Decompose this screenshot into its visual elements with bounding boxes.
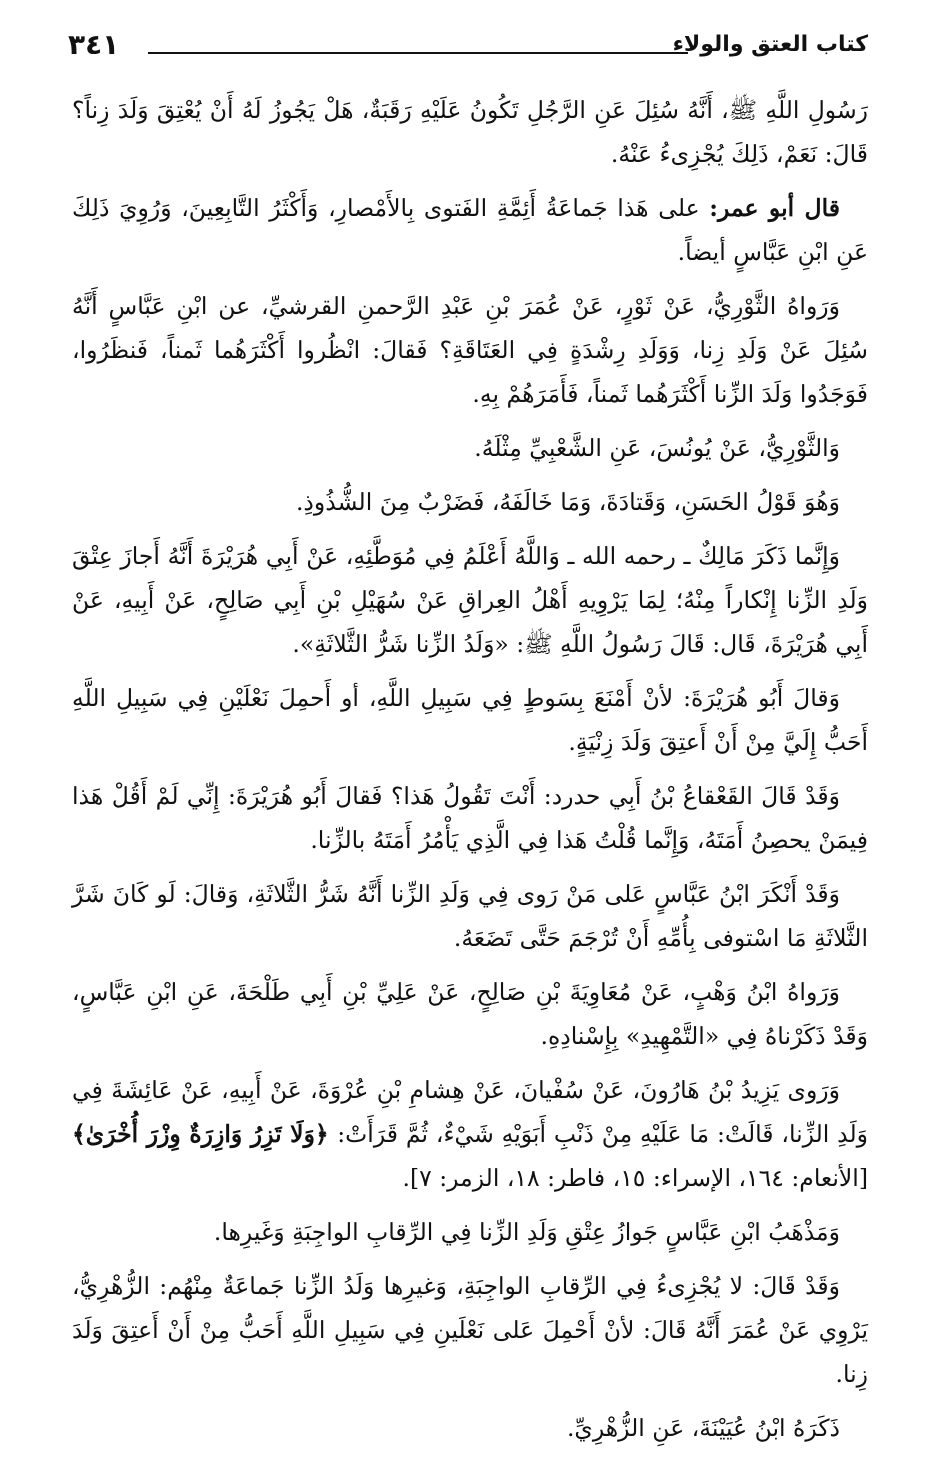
paragraph-13: [72, 1264, 868, 1396]
paragraph-7: [72, 676, 868, 764]
paragraph-6: [72, 534, 868, 666]
paragraph-9: [72, 872, 868, 960]
page-header: [68, 28, 868, 68]
paragraph-2: [72, 186, 868, 274]
paragraph-text: وَقالَ أَبُو هُرَيْرَةَ: لأنْ أَمْنَعَ بِسَوطٍ فِي سَبِيلِ اللَّهِ، أو أَحمِلَ نَعْلَيْنِ فِي سَبِيلِ اللَّهِ أَحَبُّ إِلَيَّ مِنْ أَنْ أَعتِقَ وَلَدَ زِنْيَةٍ.: [72, 684, 868, 756]
paragraph-11: [72, 1068, 868, 1200]
running-title: كتاب العتق والولاء: [672, 32, 868, 57]
paragraph-3: [72, 284, 868, 416]
paragraph-text: وَإِنَّما ذَكَرَ مَالِكٌ ـ رحمه الله ـ وَاللَّهُ أَعْلَمُ فِي مُوَطَّئِهِ، عَنْ أَبِي هُرَيْرَةَ أَنَّهُ أَجازَ عِتْقَ وَلَدِ الزِّنا إِنْكاراً مِنْهُ؛ لِمَا يَرْوِيهِ أَهْلُ العِراقِ عَنْ سُهَيْلِ بْنِ أَبِي صَالِحٍ، عَنْ أَبِيهِ، عَنْ أَبِي هُرَيْرَةَ، قَال: قَالَ رَسُولُ اللَّهِ ﷺ: «وَلَدُ الزِّنا شَرُّ الثَّلاثَةِ».: [72, 542, 868, 658]
quran-verse: ﴿وَلَا تَزِرُ وَازِرَةٌ وِزْرَ أُخْرَىٰ﴾: [72, 1120, 338, 1148]
paragraph-text: وَرَواهُ ابْنُ وَهْبٍ، عَنْ مُعَاوِيَةَ بْنِ صَالِحٍ، عَنْ عَلِيِّ بْنِ أَبِي طَلْحَةَ، عَنِ ابْنِ عَبَّاسٍ، وَقَدْ ذَكَرْناهُ فِي «التَّمْهِيدِ» بِإِسْنادِهِ.: [72, 978, 868, 1050]
paragraph-10: [72, 970, 868, 1058]
paragraph-8: [72, 774, 868, 862]
paragraph-text: وَرَوى يَزِيدُ بْنُ هَارُونَ، عَنْ سُفْيانَ، عَنْ هِشامِ بْنِ عُرْوَةَ، عَنْ أَبِيهِ، عَنْ عَائِشَةَ فِي وَلَدِ الزِّنا، قَالَتْ: مَا عَلَيْهِ مِنْ ذَنْبِ أَبَوَيْهِ شَيْءٌ، ثُمَّ قَرَأَتْ:: [72, 1076, 868, 1148]
verse-citation: [الأنعام: ١٦٤، الإسراء: ١٥، فاطر: ١٨، الزمر: ٧].: [402, 1164, 868, 1192]
paragraph-1: [72, 88, 868, 176]
page-body: [72, 88, 868, 1460]
paragraph-text: ذَكَرَهُ ابْنُ عُيَيْنَةَ، عَنِ الزُّهْرِيِّ.: [566, 1414, 840, 1442]
speaker-lead: قال أبو عمر:: [709, 194, 840, 222]
page-number: ٣٤١: [68, 28, 120, 61]
paragraph-text: وَرَواهُ الثَّوْرِيُّ، عَنْ ثَوْرٍ، عَنْ عُمَرَ بْنِ عَبْدِ الرَّحمنِ القرشيِّ، عن ابْنِ عَبَّاسٍ أَنَّهُ سُئِلَ عَنْ وَلَدِ زِنا، وَوَلَدِ رِشْدَةٍ فِي العَتَاقَةِ؟ فَقالَ: انْظُروا أَكْثَرَهُما ثَمناً، فَنظَرُوا، فَوَجَدُوا وَلَدَ الزِّنا أَكْثَرَهُما ثَمناً، فَأَمَرَهُمْ بِهِ.: [72, 292, 868, 408]
paragraph-text: على هَذا جَماعَةُ أَئِمَّةِ الفَتوى بِالأَمْصارِ، وَأَكْثَرُ التَّابِعِينَ، وَرُوِيَ ذَلِكَ عَنِ ابْنِ عَبَّاسٍ أيضاً.: [72, 194, 868, 266]
paragraph-text: رَسُولِ اللَّهِ ﷺ، أَنَّهُ سُئِلَ عَنِ الرَّجُلِ تَكُونُ عَلَيْهِ رَقَبَةٌ، هَلْ يَجُوزُ لَهُ أَنْ يُعْتِقَ وَلَدَ زِناً؟ قَالَ: نَعَمْ، ذَلِكَ يُجْزِىءُ عَنْهُ.: [72, 96, 868, 168]
paragraph-text: وَهُوَ قَوْلُ الحَسَنِ، وَقَتادَةَ، وَمَا خَالَفَهُ، فَضَرْبٌ مِنَ الشُّذُوذِ.: [295, 488, 840, 516]
paragraph-text: وَقَدْ قَالَ: لا يُجْزِىءُ فِي الرِّقابِ الواجِبَةِ، وَغيرِها وَلَدُ الزِّنا جَماعَةٌ مِنْهُم: الزُّهْرِيُّ، يَرْوِي عَنْ عُمَرَ أَنَّهُ قَالَ: لأنْ أَحْمِلَ عَلى نَعْلَينِ فِي سَبِيلِ اللَّهِ أَحَبُّ مِنْ أَنْ أَعتِقَ وَلَدَ زِنا.: [72, 1272, 868, 1388]
paragraph-text: وَقَدْ قَالَ القَعْقاعُ بْنُ أَبِي حدرد: أَنْتَ تَقُولُ هَذا؟ فَقالَ أَبُو هُرَيْرَةَ: إِنِّي لَمْ أَقُلْ هَذا فِيمَنْ يحصِنُ أَمَتَهُ، وَإِنَّما قُلْتُ هَذا فِي الَّذِي يَأْمُرُ أَمَتَهُ بالزِّنا.: [72, 782, 868, 854]
paragraph-text: وَقَدْ أَنْكَرَ ابْنُ عَبَّاسٍ عَلى مَنْ رَوى فِي وَلَدِ الزِّنا أَنَّهُ شَرُّ الثَّلاثَةِ، وَقالَ: لَو كَانَ شَرَّ الثَّلاثَةِ مَا اسْتوفى بِأُمِّهِ أَنْ تُرْجَمَ حَتَّى تَضَعَهُ.: [72, 880, 868, 952]
header-rule: [148, 52, 688, 54]
paragraph-14: [72, 1406, 868, 1450]
paragraph-5: [72, 480, 868, 524]
paragraph-text: وَالثَّوْرِيُّ، عَنْ يُونُسَ، عَنِ الشَّعْبِيِّ مِثْلَهُ.: [474, 434, 840, 462]
paragraph-12: [72, 1210, 868, 1254]
paragraph-4: [72, 426, 868, 470]
paragraph-text: وَمَذْهَبُ ابْنِ عَبَّاسٍ جَوازُ عِتْقِ وَلَدِ الزِّنا فِي الرِّقابِ الواجِبَةِ وَغَيرِها.: [213, 1218, 840, 1246]
